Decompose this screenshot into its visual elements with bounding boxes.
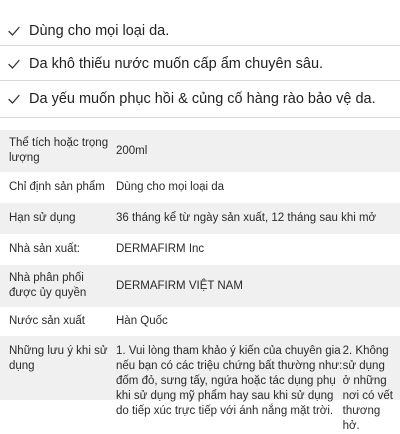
spec-value: 36 tháng kể từ ngày sản xuất, 12 tháng sau khi mở (116, 212, 377, 224)
benefit-text: Da khô thiếu nước muốn cấp ẩm chuyên sâu. (29, 56, 324, 72)
usage-note: 1. Vui lòng tham khảo ý kiến của chuyên gia nếu bạn có các triệu chứng bất thường như: đốm đỏ, sưng tấy, ngứa hoặc tác dụng phụ khi sử dụng mỹ phẩm hay sau khi sử dụng do tiếp xúc trực tiếp với ánh nắng mặt trời. (116, 345, 343, 417)
usage-notes (116, 336, 394, 432)
spec-row (0, 336, 400, 432)
checkmark-icon (7, 24, 21, 38)
spec-value: 200ml (116, 144, 148, 157)
spec-value: DERMAFIRM Inc (116, 243, 205, 255)
checkmark-icon (7, 92, 21, 106)
spec-label: Chỉ định sản phẩm (9, 181, 105, 193)
spec-row (0, 172, 400, 203)
spec-value: Hàn Quốc (116, 315, 168, 327)
checkmark-icon (7, 57, 21, 71)
spec-row (0, 234, 400, 265)
spec-label: Nhà phân phối được ủy quyền (9, 272, 87, 299)
spec-label: Thể tích hoặc trọng lượng (9, 137, 109, 164)
usage-note: 2. Không sử dụng ở những nơi có vết thương hở. (342, 345, 393, 432)
spec-row (0, 203, 400, 234)
spec-row (0, 265, 400, 307)
benefit-item (0, 45, 400, 83)
spec-label: Nước sản xuất (9, 315, 85, 327)
spec-label: Những lưu ý khi sử dụng (9, 345, 108, 372)
spec-value: Dùng cho mọi loại da (116, 181, 225, 193)
benefit-text: Dùng cho mọi loại da. (29, 23, 170, 39)
benefit-text: Da yếu muốn phục hồi & củng cố hàng rào bảo vệ da. (29, 91, 376, 107)
spec-row (0, 130, 400, 172)
benefit-divider (0, 117, 400, 118)
spec-row (0, 307, 400, 336)
benefit-item (0, 80, 400, 118)
spec-label: Nhà sản xuất: (9, 243, 80, 255)
spec-value: DERMAFIRM VIỆT NAM (116, 279, 243, 292)
spec-label: Hạn sử dụng (9, 212, 76, 224)
